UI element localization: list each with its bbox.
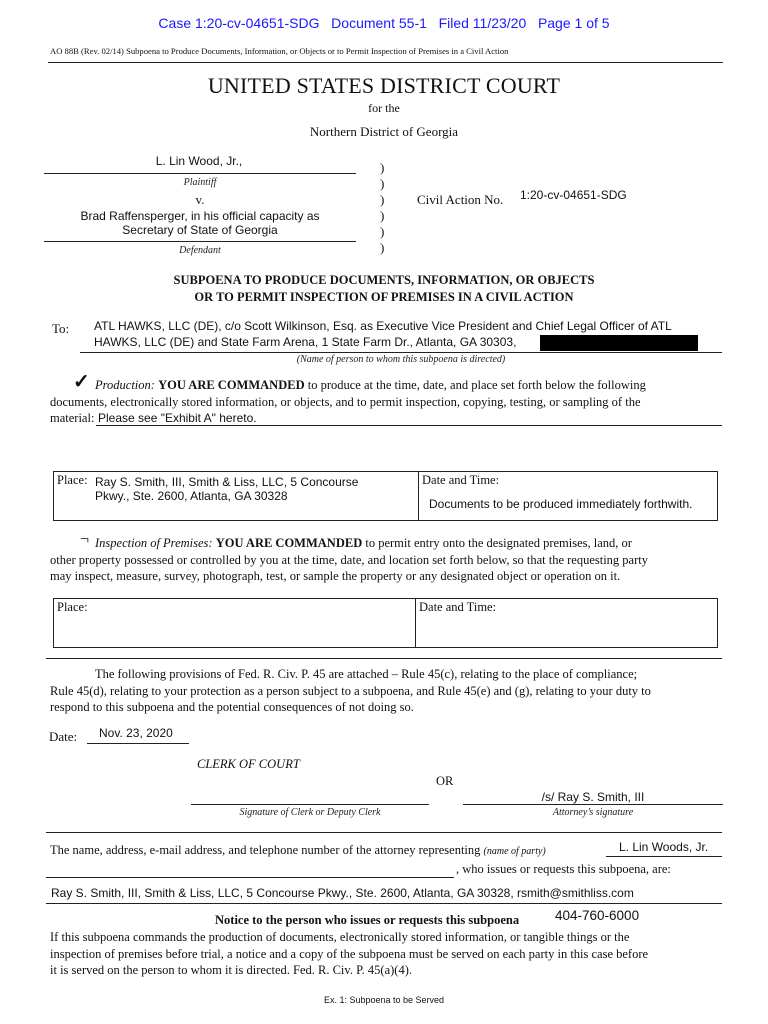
caption-paren: ) xyxy=(380,160,385,175)
inspection-text-c: may inspect, measure, survey, photograph, test, or sample the property or any designated object or operation on it. xyxy=(50,569,621,583)
date-line xyxy=(87,743,189,744)
production-commanded: YOU ARE COMMANDED xyxy=(158,378,305,392)
clerk-signature-caption: Signature of Clerk or Deputy Clerk xyxy=(239,807,381,818)
filing-header xyxy=(0,15,768,31)
attorney-text-b: , who issues or requests this subpoena, are: xyxy=(456,862,671,876)
civil-action-number: 1:20-cv-04651-SDG xyxy=(520,188,627,202)
defendant-label: Defendant xyxy=(179,245,221,256)
inspection-place-label: Place: xyxy=(57,600,88,614)
inspection-commanded: YOU ARE COMMANDED xyxy=(215,536,363,550)
production-place-line-2: Pkwy., Ste. 2600, Atlanta, GA 30328 xyxy=(95,489,288,503)
caption-paren: ) xyxy=(380,240,385,255)
provisions-line-1: The following provisions of Fed. R. Civ. P. 45 are attached – Rule 45(c), relating to the place of compliance; xyxy=(95,667,638,681)
defendant-line xyxy=(44,241,356,242)
notice-line-1: If this subpoena commands the production of documents, electronically stored information, or tangible things or the xyxy=(50,930,630,944)
attorney-phone: 404-760-6000 xyxy=(555,908,640,923)
date-value: Nov. 23, 2020 xyxy=(99,726,173,740)
party-continuation-line xyxy=(46,877,454,878)
attorney-intro xyxy=(50,843,546,858)
district-name: Northern District of Georgia xyxy=(309,124,459,139)
notice-line-2: inspection of premises before trial, a notice and a copy of the subpoena must be served on each party in this case before xyxy=(50,946,649,961)
recipient-line-1: ATL HAWKS, LLC (DE), c/o Scott Wilkinson, Esq. as Executive Vice President and Chief Legal Officer of ATL xyxy=(94,319,672,333)
inspection-label: Inspection of Premises: xyxy=(95,536,213,550)
attorney-text-a: The name, address, e-mail address, and telephone number of the attorney representing xyxy=(50,843,481,857)
subpoena-title-line-1: SUBPOENA TO PRODUCE DOCUMENTS, INFORMATION, OR OBJECTS xyxy=(173,273,595,287)
civil-action-label: Civil Action No. xyxy=(417,192,504,207)
provisions-line-3: respond to this subpoena and the potential consequences of not doing so. xyxy=(50,700,414,714)
recipient-line-2: HAWKS, LLC (DE) and State Farm Arena, 1 State Farm Dr., Atlanta, GA 30303, xyxy=(94,335,517,349)
production-box-divider xyxy=(418,471,419,521)
court-title: UNITED STATES DISTRICT COURT xyxy=(207,73,561,98)
party-value: L. Lin Woods, Jr. xyxy=(619,840,709,854)
inspection-paragraph xyxy=(50,535,730,585)
material-line xyxy=(96,425,722,426)
filed-date: Filed 11/23/20 xyxy=(438,15,527,31)
form-id-rule xyxy=(48,62,723,63)
caption-paren: ) xyxy=(380,208,385,223)
inspection-text-b: other property possessed or controlled by you at the time, date, and location set forth below, so that the requesting party xyxy=(50,552,648,567)
date-label: Date: xyxy=(49,729,78,744)
contact-line xyxy=(46,903,722,904)
material-value: Please see "Exhibit A" hereto. xyxy=(98,411,257,425)
subpoena-title-line-2: OR TO PERMIT INSPECTION OF PREMISES IN A CIVIL ACTION xyxy=(194,290,574,304)
case-number: Case 1:20-cv-04651-SDG xyxy=(158,15,320,31)
attorney-contact: Ray S. Smith, III, Smith & Liss, LLC, 5 Concourse Pkwy., Ste. 2600, Atlanta, GA 30328, rsmith@smithliss.com xyxy=(51,886,634,900)
recipient-line xyxy=(80,352,722,353)
inspection-datetime-label: Date and Time: xyxy=(419,600,497,614)
caption-paren: ) xyxy=(380,192,385,207)
material-label: material: xyxy=(50,411,95,425)
production-label: Production: xyxy=(95,378,155,392)
production-place-line-1: Ray S. Smith, III, Smith & Liss, LLC, 5 Concourse xyxy=(95,475,359,489)
notice-title: Notice to the person who issues or requests this subpoena xyxy=(215,913,520,927)
inspection-checkbox-icon[interactable]: ⌐ xyxy=(80,531,90,548)
to-label: To: xyxy=(52,321,70,336)
inspection-text-a: to permit entry onto the designated premises, land, or xyxy=(362,536,632,550)
redaction-box xyxy=(540,335,698,351)
production-datetime-label: Date and Time: xyxy=(422,473,500,487)
section-divider xyxy=(46,658,722,659)
caption-paren: ) xyxy=(380,176,385,191)
name-of-party-caption: (name of party) xyxy=(483,846,546,857)
defendant-line-1: Brad Raffensperger, in his official capacity as xyxy=(80,209,320,223)
provisions-line-2: Rule 45(d), relating to your protection as a person subject to a subpoena, and Rule 45(e) and (g), relating to your duty to xyxy=(50,683,651,698)
defendant-line-2: Secretary of State of Georgia xyxy=(122,223,278,237)
attorney-signature-caption: Attorney’s signature xyxy=(552,807,634,818)
caption-paren: ) xyxy=(380,224,385,239)
production-text-b: documents, electronically stored information, or objects, and to permit inspection, copying, testing, or sampling of the xyxy=(50,394,641,409)
section-divider xyxy=(46,832,722,833)
attorney-signature: /s/ Ray S. Smith, III xyxy=(541,790,645,804)
for-the: for the xyxy=(368,101,400,115)
inspection-box-divider xyxy=(415,598,416,648)
plaintiff-name: L. Lin Wood, Jr., xyxy=(155,154,243,168)
plaintiff-label: Plaintiff xyxy=(183,177,217,188)
or-text: OR xyxy=(436,774,454,788)
plaintiff-line xyxy=(44,173,356,174)
recipient-caption: (Name of person to whom this subpoena is directed) xyxy=(296,354,506,365)
document-number: Document 55-1 xyxy=(331,15,427,31)
production-text-a: to produce at the time, date, and place set forth below the following xyxy=(304,378,646,392)
versus: v. xyxy=(195,192,205,207)
party-line xyxy=(606,856,722,857)
clerk-heading: CLERK OF COURT xyxy=(197,757,300,771)
production-place-label: Place: xyxy=(57,473,88,487)
clerk-signature-line xyxy=(191,804,429,805)
production-datetime-value: Documents to be produced immediately forthwith. xyxy=(429,497,693,511)
exhibit-footer: Ex. 1: Subpoena to be Served xyxy=(323,995,445,1005)
attorney-signature-line xyxy=(463,804,723,805)
production-checkmark-icon[interactable]: ✓ xyxy=(73,371,90,393)
notice-line-3: it is served on the person to whom it is directed. Fed. R. Civ. P. 45(a)(4). xyxy=(50,963,412,977)
inspection-place-box xyxy=(53,598,718,648)
form-id: AO 88B (Rev. 02/14) Subpoena to Produce Documents, Information, or Objects or to Permit Inspection of Premises in a Civil Action xyxy=(50,46,509,56)
notice-paragraph xyxy=(50,929,740,979)
page-number: Page 1 of 5 xyxy=(537,15,610,31)
provisions-paragraph xyxy=(50,666,730,716)
